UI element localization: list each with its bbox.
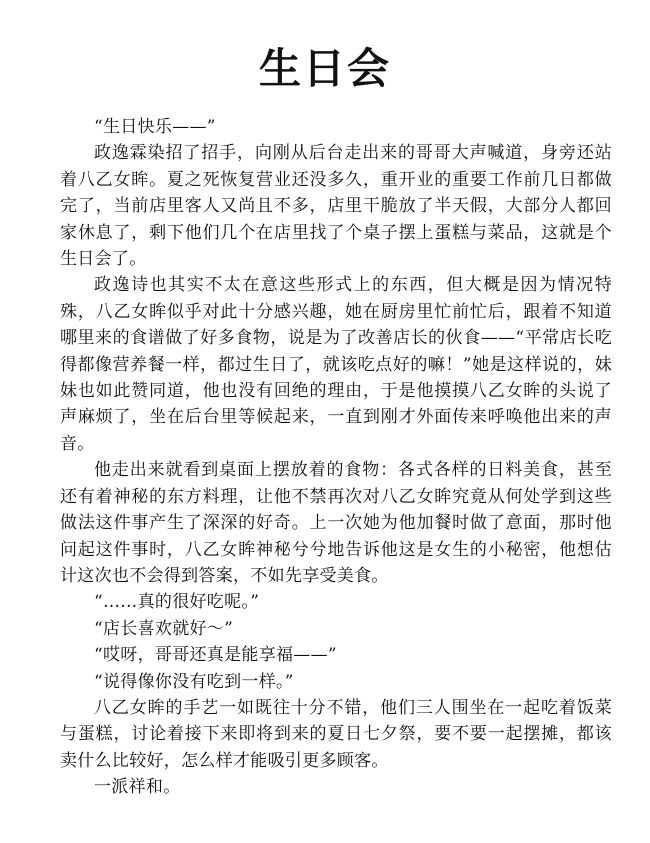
paragraph: “生日快乐——”: [94, 117, 216, 137]
dialogue-line: “……真的很好吃呢。”: [94, 592, 260, 613]
dialogue-line: “哎呀，哥哥还真是能享福——”: [94, 645, 337, 666]
paragraph: 他走出来就看到桌面上摆放着的食物：各式各样的日料美食，甚至还有着神秘的东方料理，让他不禁再次对八乙女眸究竟从何处学到这些做法这件事产生了深深的好奇。上一次她为他加餐时做了意面，那时他问起这件事时，八乙女眸神秘兮兮地告诉他这是女生的小秘密，他想估计这次也不会得到答案，不如先享受美食。: [60, 460, 612, 586]
document-title: 生日会: [258, 44, 391, 93]
paragraph: 八乙女眸的手艺一如既往十分不错，他们三人围坐在一起吃着饭菜与蛋糕，讨论着接下来即将到来的夏日七夕祭，要不要一起摆摊，都该卖什么比较好，怎么样才能吸引更多顾客。: [60, 697, 612, 771]
paragraph: 一派祥和。: [94, 777, 181, 798]
paragraph: 政逸霖染招了招手，向刚从后台走出来的哥哥大声喊道，身旁还站着八乙女眸。夏之死恢复营业还没多久，重开业的重要工作前几日都做完了，当前店里客人又尚且不多，店里干脆放了半天假，大部分人都回家休息了，剩下他们几个在店里找了个桌子摆上蛋糕与菜品，这就是个生日会了。: [60, 143, 612, 270]
document-body: [60, 114, 612, 801]
dialogue-line: “说得像你没有吃到一样。”: [94, 671, 294, 692]
dialogue-line: “店长喜欢就好～”: [94, 618, 234, 639]
paragraph: 政逸诗也其实不太在意这些形式上的东西，但大概是因为情况特殊，八乙女眸似乎对此十分感兴趣，她在厨房里忙前忙后，跟着不知道哪里来的食谱做了好多食物，说是为了改善店长的伙食——“平常店长吃得都像营养餐一样，都过生日了，就该吃点好的嘛！”她是这样说的，妹妹也如此赞同道，他也没有回绝的理由，于是他摸摸八乙女眸的头说了声麻烦了，坐在后台里等候起来，一直到刚才外面传来呼唤他出来的声音。: [60, 275, 612, 454]
